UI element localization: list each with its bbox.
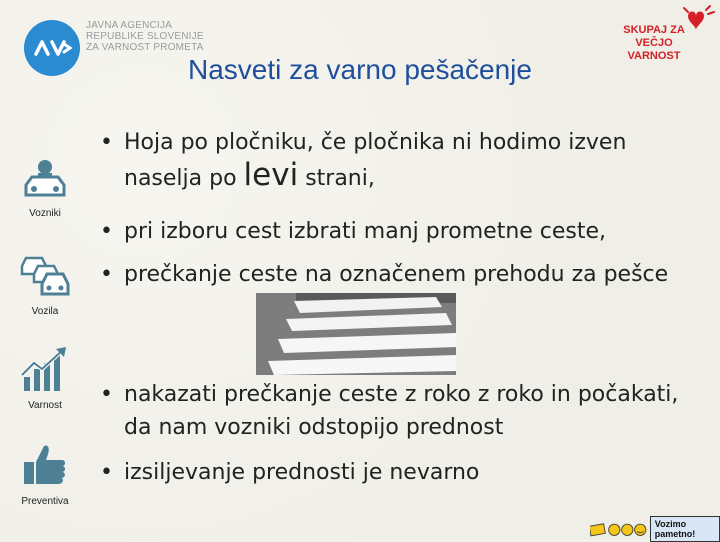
sidebar-item-vozniki: Vozniki [29,208,61,219]
bullet-dot-icon: • [100,219,113,244]
chart-growth-icon [20,345,70,395]
bullet-dot-icon: • [100,130,113,155]
safety-emoji-strip-icon [590,520,647,538]
agency-line-2: REPUBLIKE SLOVENIJE [86,31,204,42]
bullet-1-text-end: strani, [298,166,375,191]
sidebar-item-varnost: Varnost [28,400,62,411]
sidebar-item-vozila: Vozila [31,306,59,317]
zebra-crossing-graphic [256,293,456,375]
agency-line-3: ZA VARNOST PROMETA [86,42,204,53]
bullet-5-text: izsiljevanje prednosti je nevarno [124,460,480,485]
bullet-1-text: Hoja po pločniku, če pločnika ni hodimo izven naselja po [124,130,627,191]
agency-line-1: JAVNA AGENCIJA [86,20,172,31]
footer-logos [590,518,720,540]
bullet-text [124,126,694,195]
bullet-1-emphasis: levi [243,157,299,193]
thumbs-up-icon [20,440,70,490]
bullet-3-text: prečkanje ceste na označenem prehodu za pešce [124,262,669,287]
vehicles-icon [20,252,70,302]
agency-name [86,20,204,53]
sidebar-item-preventiva: Preventiva [21,496,69,507]
campaign-line-2: VEČJO VARNOST [627,37,681,62]
bullet-2-text: pri izboru cest izbrati manj prometne ceste, [124,219,607,244]
bullet-4-text: nakazati prečkanje ceste z roko z roko in počakati, da nam vozniki odstopijo prednost [124,382,679,440]
driver-car-icon [20,155,70,205]
pedestrian-crossing-image [256,293,456,375]
vozimo-pametno-button[interactable]: Vozimo pametno! [650,516,720,542]
bullet-dot-icon: • [100,382,113,407]
bullet-dot-icon: • [100,262,113,287]
campaign-line-1: SKUPAJ ZA [623,24,685,36]
bullet-dot-icon: • [100,460,113,485]
campaign-logo [614,24,694,63]
slide-title: Nasveti za varno pešačenje [188,54,532,85]
